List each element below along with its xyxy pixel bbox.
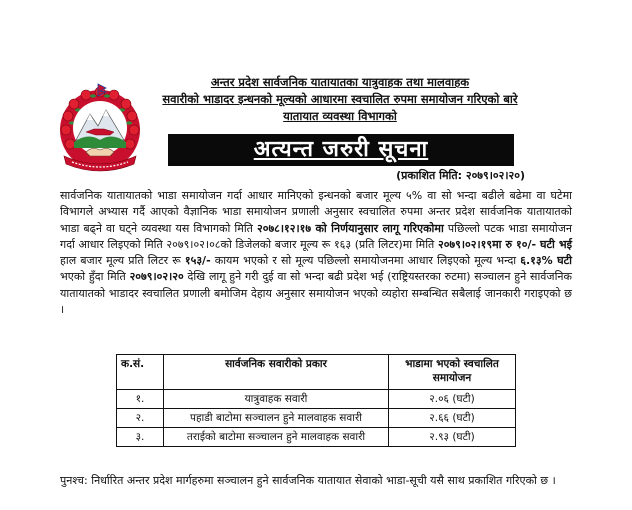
body-bold-effective-date: २०७९।०२।२० xyxy=(129,270,184,284)
cell-sn: ३. xyxy=(117,428,164,447)
cell-adjustment: २.६६ (घटी) xyxy=(389,409,516,428)
header-line-2: सवारीको भाडादर इन्धनको मूल्यको आधारमा स्वचालित रुपमा समायोजन गरिएको बारे xyxy=(162,92,518,106)
body-text-part: हाल बजार मूल्य प्रति लिटर रू xyxy=(60,254,185,268)
body-bold-current-price: १५३/- xyxy=(184,254,211,268)
body-bold-percent-change: ६.१३% घटी xyxy=(520,254,572,268)
footnote: पुनश्च: निर्धारित अन्तर प्रदेश मार्गहरुमा सञ्चालन हुने सार्वजनिक यातायात सेवाको भाडा-सूची यसै साथ प्रकाशित गरिएको छ । xyxy=(60,474,556,487)
cell-vehicle-type: यात्रुवाहक सवारी xyxy=(164,390,389,409)
header-line-3: यातायात व्यवस्था विभागको xyxy=(283,109,397,123)
body-text-part: सार्वजनिक यातायातको भाडा समायोजन गर्दा आधार मानिएको इन्धनको बजार मूल्य ५% वा सो भन्दा बढीले बढेमा वा घटेमा विभागले अभ्यास गर्दै आएको वैज्ञानिक भाडा समायोजन प्रणाली अनुसार स्वचालित रुपमा अन्तर प्रदेश सार्वजनिक यातायातको भाडा बढ्ने वा घट्ने व्यवस्था यस विभागको मिति xyxy=(60,189,572,235)
body-text-part: भएको हुँदा मिति xyxy=(60,270,130,284)
urgent-notice-banner xyxy=(168,134,514,166)
table-row xyxy=(117,428,516,447)
table-row xyxy=(117,390,516,409)
cell-adjustment: २.०६ (घटी) xyxy=(389,390,516,409)
body-text-part: देखि लागू हुने गरी दुई वा सो भन्दा बढी प्रदेश भई (राष्ट्रियस्तरका रुटमा) सञ्चालन हुने सार्वजनिक यातायातको भाडादर स्वचालित प्रणाली बमोजिम देहाय अनुसार समायोजन भएको व्यहोरा सम्बन्धित सबैलाई जानकारी गराइएको छ । xyxy=(60,270,572,317)
body-text-part: पछिल्लो पटक भाडा समायोजन गर्दा आधार लिइएको मिति २०७९।०२।०८को डिजेलको बजार मूल्य रू १६३ (प्रति लिटर)मा मिति xyxy=(60,221,572,251)
notice-header xyxy=(150,74,530,125)
publication-date: (प्रकाशित मिति: २०७९।०२।२०) xyxy=(396,169,525,182)
fare-adjustment-table xyxy=(116,354,516,447)
body-bold-price-drop: २०७९।०२।१९मा रु १०/- घटी भई xyxy=(437,237,572,251)
cell-vehicle-type: तराईको बाटोमा सञ्चालन हुने मालवाहक सवारी xyxy=(164,428,389,447)
banner-title: अत्यन्त जरुरी सूचना xyxy=(253,137,429,162)
cell-vehicle-type: पहाडी बाटोमा सञ्चालन हुने मालवाहक सवारी xyxy=(164,409,389,428)
notice-body xyxy=(60,188,572,318)
table-row xyxy=(117,409,516,428)
header-line-1: अन्तर प्रदेश सार्वजनिक यातायातका यात्रुवाहक तथा मालवाहक xyxy=(210,75,470,89)
cell-adjustment: २.९३ (घटी) xyxy=(389,428,516,447)
cell-sn: २. xyxy=(117,409,164,428)
nepal-government-emblem-icon xyxy=(52,82,148,174)
body-bold-decision-date: २०७८।१२।१७ को निर्णयानुसार लागू गरिएकोमा xyxy=(257,221,444,235)
col-header-vehicle-type: सार्वजनिक सवारीको प्रकार xyxy=(164,355,389,390)
col-header-adjustment: भाडामा भएको स्वचालित समायोजन xyxy=(389,355,516,390)
body-text-part: कायम भएको र सो मूल्य पछिल्लो समायोजनमा आधार लिइएको मूल्य भन्दा xyxy=(210,254,521,268)
col-header-sn: क.सं. xyxy=(117,355,164,390)
table-header-row xyxy=(117,355,516,390)
cell-sn: १. xyxy=(117,390,164,409)
